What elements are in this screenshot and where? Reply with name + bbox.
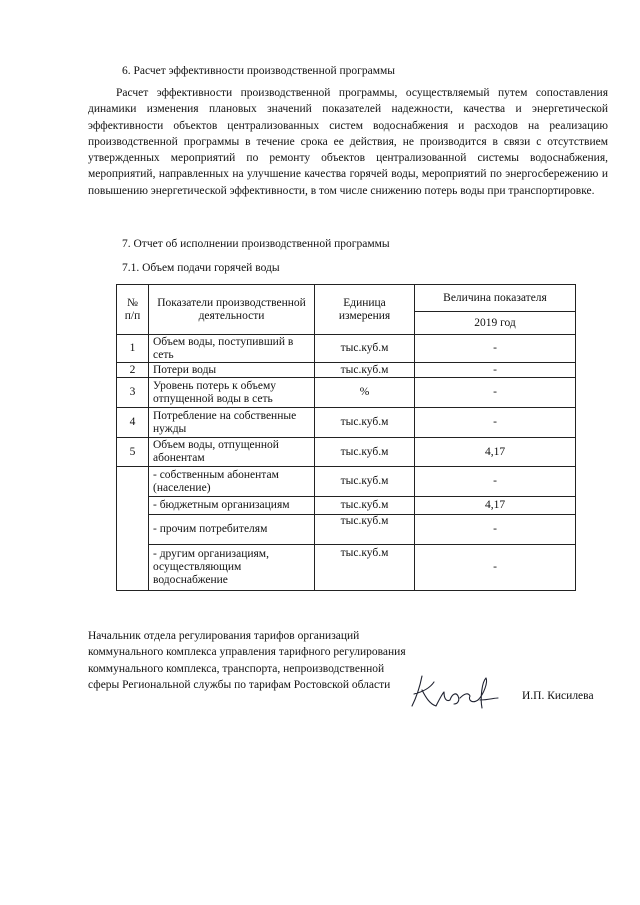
row-indicator: - собственным абонентам (население) xyxy=(149,467,315,497)
row-value: - xyxy=(415,335,576,363)
row-indicator: Потребление на собственные нужды xyxy=(149,408,315,438)
section-6-heading: 6. Расчет эффективности производственной программы xyxy=(122,65,396,77)
row-unit: тыс.куб.м xyxy=(315,467,415,497)
row-value: 4,17 xyxy=(415,497,576,515)
row-unit: тыс.куб.м xyxy=(315,335,415,363)
row-unit: % xyxy=(315,378,415,408)
row-unit: тыс.куб.м xyxy=(315,408,415,438)
row-unit: тыс.куб.м xyxy=(315,438,415,467)
header-indicator: Показатели производственной деятельности xyxy=(149,285,315,335)
row-indicator: - прочим потребителям xyxy=(149,515,315,545)
table-row xyxy=(117,378,576,408)
section-7-1-heading: 7.1. Объем подачи горячей воды xyxy=(122,262,280,274)
row-value: - xyxy=(415,515,576,545)
signatory-position: Начальник отдела регулирования тарифов организаций коммунального комплекса управления тарифного регулирования коммунального комплекса, транспорта, непроизводственной сферы Региональной службы по тарифам Ростовской области xyxy=(88,630,406,691)
header-num: № п/п xyxy=(117,285,149,335)
table-row xyxy=(117,438,576,467)
row-indicator: Потери воды xyxy=(149,363,315,378)
header-unit: Единица измерения xyxy=(315,285,415,335)
table-row xyxy=(117,363,576,378)
section-6-paragraph: Расчет эффективности производственной программы, осуществляемый путем сопоставления динамики изменения плановых значений показателей надежности, качества и энергетической эффективности объектов централизованных систем водоснабжения и расходов на реализацию производственной программы в течение срока ее действия, не производится в связи с отсутствием утвержденных мероприятий по ремонту объектов централизованной системы водоснабжения, мероприятий, направленных на улучшение качества горячей воды, мероприятий по энергосбережению и повышению энергетической эффективности, в том числе снижению потерь воды при транспортировке. xyxy=(88,87,608,197)
row-value: - xyxy=(415,408,576,438)
row-num: 3 xyxy=(117,378,149,408)
table-row xyxy=(117,408,576,438)
header-year: 2019 год xyxy=(415,312,576,335)
row-num: 5 xyxy=(117,438,149,467)
table-row xyxy=(117,545,576,591)
header-value: Величина показателя xyxy=(415,285,576,312)
section-7-heading: 7. Отчет об исполнении производственной программы xyxy=(122,238,390,250)
row-indicator: Уровень потерь к объему отпущенной воды в сеть xyxy=(149,378,315,408)
row-indicator: - другим организациям, осуществляющим водоснабжение xyxy=(149,545,315,591)
row-unit: тыс.куб.м xyxy=(315,363,415,378)
table-header-row xyxy=(117,285,576,312)
row-indicator: - бюджетным организациям xyxy=(149,497,315,515)
row-value: - xyxy=(415,363,576,378)
row-value: 4,17 xyxy=(415,438,576,467)
table-row xyxy=(117,467,576,497)
row-num xyxy=(117,467,149,591)
row-unit: тыс.куб.м xyxy=(315,545,415,591)
row-num: 1 xyxy=(117,335,149,363)
row-num: 2 xyxy=(117,363,149,378)
row-unit: тыс.куб.м xyxy=(315,497,415,515)
table-row xyxy=(117,335,576,363)
row-value: - xyxy=(415,467,576,497)
row-indicator: Объем воды, отпущенной абонентам xyxy=(149,438,315,467)
row-value: - xyxy=(415,378,576,408)
hot-water-volume-table xyxy=(116,284,576,591)
signer-name: И.П. Кисилева xyxy=(522,690,594,702)
row-indicator: Объем воды, поступивший в сеть xyxy=(149,335,315,363)
row-unit: тыс.куб.м xyxy=(315,515,415,545)
table-row xyxy=(117,497,576,515)
row-num: 4 xyxy=(117,408,149,438)
row-value: - xyxy=(415,545,576,591)
handwritten-signature xyxy=(408,668,500,714)
table-row xyxy=(117,515,576,545)
